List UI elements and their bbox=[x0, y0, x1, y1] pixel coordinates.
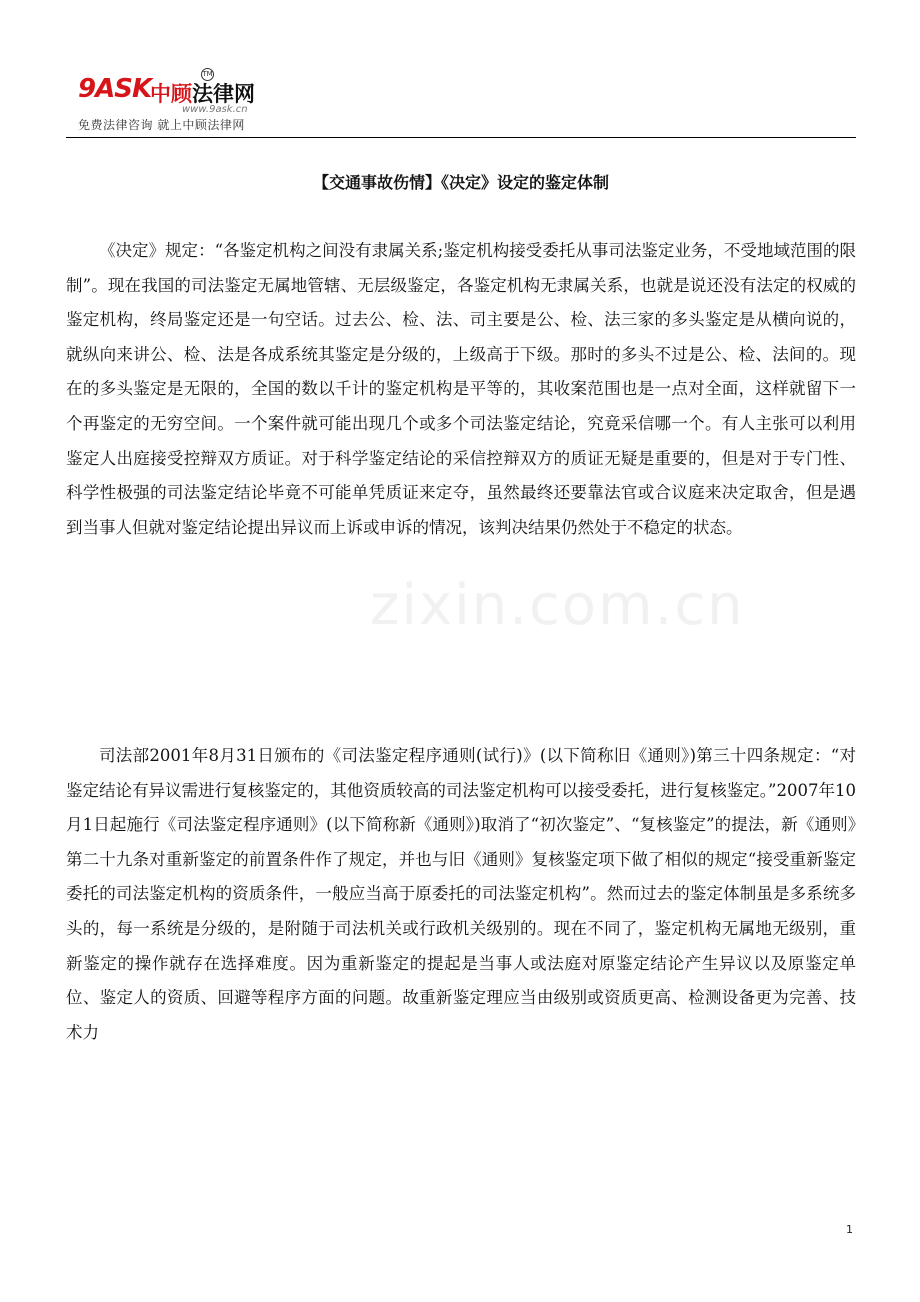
logo-mark: 9ASK bbox=[78, 74, 152, 104]
header-divider bbox=[66, 137, 856, 138]
logo-name-red: 中顾 bbox=[150, 82, 192, 106]
trademark-icon: TM bbox=[201, 68, 214, 81]
header bbox=[66, 66, 856, 136]
logo-name-black: 法律网 bbox=[192, 82, 255, 106]
page-number: 1 bbox=[846, 1223, 853, 1236]
document-title: 【交通事故伤情】《决定》设定的鉴定体制 bbox=[312, 173, 609, 192]
body-paragraph-1: 《决定》规定：“各鉴定机构之间没有隶属关系;鉴定机构接受委托从事司法鉴定业务，不受地域范围的限制”。现在我国的司法鉴定无属地管辖、无层级鉴定，各鉴定机构无隶属关系，也就是说还没有法定的权威的鉴定机构，终局鉴定还是一句空话。过去公、检、法、司主要是公、检、法三家的多头鉴定是从横向说的，就纵向来讲公、检、法是各成系统其鉴定是分级的，上级高于下级。那时的多头不过是公、检、法间的。现在的多头鉴定是无限的，全国的数以千计的鉴定机构是平等的，其收案范围也是一点对全面，这样就留下一个再鉴定的无穷空间。一个案件就可能出现几个或多个司法鉴定结论，究竟采信哪一个。有人主张可以利用鉴定人出庭接受控辩双方质证。对于科学鉴定结论的采信控辩双方的质证无疑是重要的，但是对于专门性、科学性极强的司法鉴定结论毕竟不可能单凭质证来定夺，虽然最终还要靠法官或合议庭来决定取舍，但是遇到当事人但就对鉴定结论提出异议而上诉或申诉的情况，该判决结果仍然处于不稳定的状态。 bbox=[66, 241, 856, 537]
watermark: zixin.com.cn bbox=[370, 573, 745, 638]
body-paragraph-2: 司法部2001年8月31日颁布的《司法鉴定程序通则(试行)》(以下简称旧《通则》)第三十四条规定：“对鉴定结论有异议需进行复核鉴定的，其他资质较高的司法鉴定机构可以接受委托，进行复核鉴定。”2007年10月1日起施行《司法鉴定程序通则》(以下简称新《通则》)取消了“初次鉴定”、“复核鉴定”的提法，新《通则》第二十九条对重新鉴定的前置条件作了规定，并也与旧《通则》复核鉴定项下做了相似的规定“接受重新鉴定委托的司法鉴定机构的资质条件，一般应当高于原委托的司法鉴定机构”。然而过去的鉴定体制虽是多系统多头的，每一系统是分级的，是附随于司法机关或行政机关级别的。现在不同了，鉴定机构无属地无级别，重新鉴定的操作就存在选择难度。因为重新鉴定的提起是当事人或法庭对原鉴定结论产生异议以及原鉴定单位、鉴定人的资质、回避等程序方面的问题。故重新鉴定理应当由级别或资质更高、检测设备更为完善、技术力 bbox=[66, 746, 856, 1042]
logo-url: www.9ask.cn bbox=[182, 104, 248, 115]
header-slogan: 免费法律咨询 就上中顾法律网 bbox=[78, 118, 245, 132]
